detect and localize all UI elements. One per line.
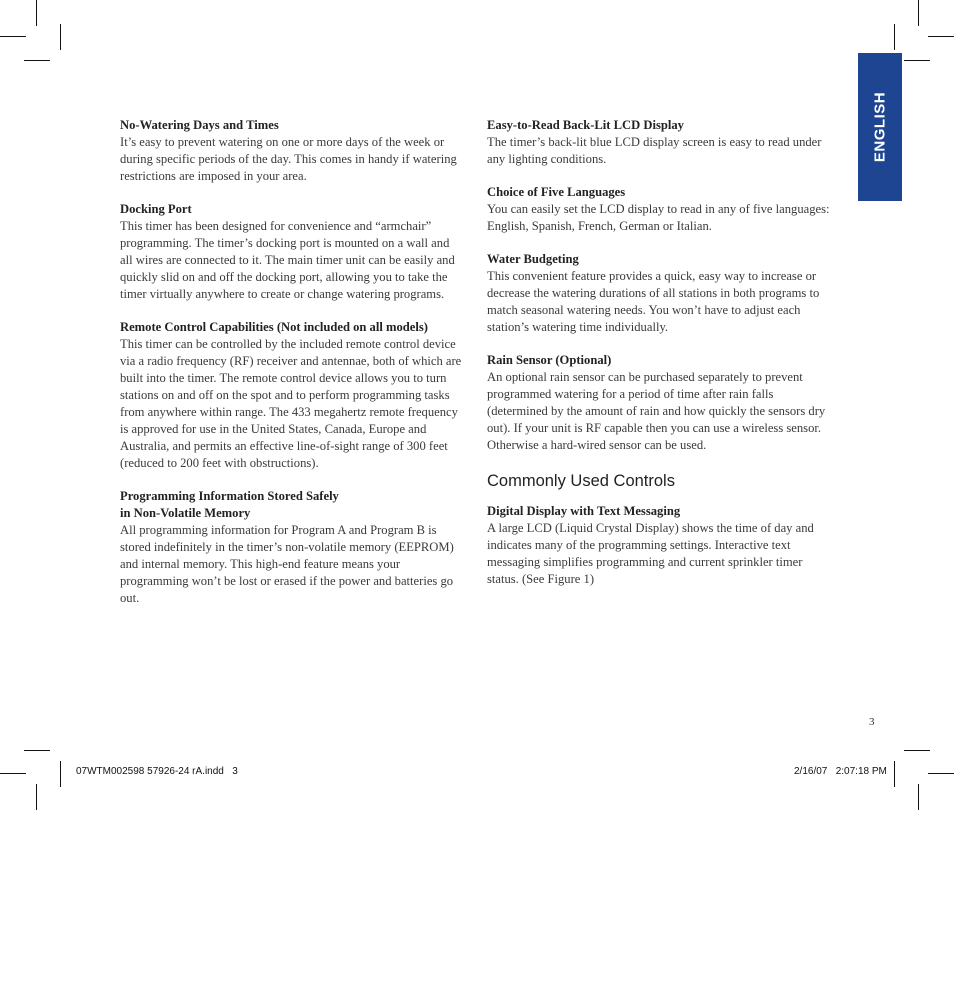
section-docking-port bbox=[120, 201, 462, 303]
crop-mark bbox=[60, 24, 61, 50]
section-body: All programming information for Program A and Program B is stored indefinitely in the timer’s non-volatile memory (EEPROM) and internal memory. This high-end feature means your programming won’t be lost or erased if the power and batteries go out. bbox=[120, 523, 454, 605]
slug-date: 2/16/07 2:07:18 PM bbox=[794, 766, 887, 777]
crop-mark bbox=[918, 0, 919, 26]
crop-mark bbox=[894, 761, 895, 787]
section-heading: No-Watering Days and Times bbox=[120, 118, 279, 132]
section-body: This timer has been designed for convenience and “armchair” programming. The timer’s docking port is mounted on a wall and all wires are connected to it. The main timer unit can be easily and quickly slid on and off the docking port, allowing you to take the timer virtually anywhere to create or change watering programs. bbox=[120, 219, 455, 301]
section-programming-memory bbox=[120, 488, 462, 607]
crop-mark bbox=[24, 60, 50, 61]
crop-mark bbox=[904, 60, 930, 61]
crop-mark bbox=[928, 773, 954, 774]
page-number: 3 bbox=[869, 716, 875, 728]
section-languages bbox=[487, 184, 835, 235]
crop-mark bbox=[928, 36, 954, 37]
section-heading-line: in Non-Volatile Memory bbox=[120, 506, 251, 520]
section-rain-sensor bbox=[487, 352, 835, 454]
section-title: Commonly Used Controls bbox=[487, 472, 675, 490]
section-digital-display bbox=[487, 503, 835, 588]
section-body: This convenient feature provides a quick, easy way to increase or decrease the watering durations of all stations in both programs to match seasonal watering needs. You won’t have to adjust each station’s watering time individually. bbox=[487, 269, 820, 334]
section-water-budgeting bbox=[487, 251, 835, 336]
section-heading bbox=[120, 488, 462, 522]
section-heading: Rain Sensor (Optional) bbox=[487, 353, 612, 367]
left-column bbox=[120, 117, 462, 623]
section-body: The timer’s back-lit blue LCD display screen is easy to read under any lighting conditions. bbox=[487, 135, 822, 166]
section-body: This timer can be controlled by the included remote control device via a radio frequency (RF) receiver and antennae, both of which are built into the timer. The remote control device allows you to turn stations on and off on the spot and to perform programming tasks from anywhere within range. The 433 megahertz remote frequency is approved for use in the United States, Canada, Europe and Australia, and permits an effective line-of-sight range of 300 feet (reduced to 200 feet with obstructions). bbox=[120, 337, 462, 470]
section-remote-control bbox=[120, 319, 462, 472]
section-lcd-display bbox=[487, 117, 835, 168]
language-tab-label: ENGLISH bbox=[871, 91, 889, 163]
section-heading-line: Programming Information Stored Safely bbox=[120, 489, 339, 503]
crop-mark bbox=[36, 0, 37, 26]
language-tab bbox=[858, 53, 902, 201]
section-body: A large LCD (Liquid Crystal Display) shows the time of day and indicates many of the programming settings. Interactive text messaging simplifies programming and current sprinkler timer status. (See Figure 1) bbox=[487, 521, 814, 586]
crop-mark bbox=[24, 750, 50, 751]
crop-mark bbox=[60, 761, 61, 787]
section-heading: Water Budgeting bbox=[487, 252, 579, 266]
crop-mark bbox=[894, 24, 895, 50]
section-heading: Easy-to-Read Back-Lit LCD Display bbox=[487, 118, 684, 132]
section-body: An optional rain sensor can be purchased separately to prevent programmed watering for a period of time after rain falls (determined by the amount of rain and how quickly the sensors dry out). If your unit is RF capable then you can use a wireless sensor. Otherwise a hard-wired sensor can be used. bbox=[487, 370, 826, 452]
right-column bbox=[487, 117, 835, 604]
slug-filename: 07WTM002598 57926-24 rA.indd 3 bbox=[76, 766, 238, 777]
crop-mark bbox=[0, 36, 26, 37]
section-no-watering bbox=[120, 117, 462, 185]
section-heading: Docking Port bbox=[120, 202, 192, 216]
crop-mark bbox=[36, 784, 37, 810]
section-heading: Remote Control Capabilities (Not included on all models) bbox=[120, 320, 428, 334]
section-heading: Digital Display with Text Messaging bbox=[487, 504, 681, 518]
crop-mark bbox=[904, 750, 930, 751]
section-heading: Choice of Five Languages bbox=[487, 185, 626, 199]
crop-mark bbox=[0, 773, 26, 774]
crop-mark bbox=[918, 784, 919, 810]
section-body: It’s easy to prevent watering on one or more days of the week or during specific periods of the day. This comes in handy if watering restrictions are imposed in your area. bbox=[120, 135, 457, 183]
section-body: You can easily set the LCD display to read in any of five languages: English, Spanish, French, German or Italian. bbox=[487, 202, 830, 233]
